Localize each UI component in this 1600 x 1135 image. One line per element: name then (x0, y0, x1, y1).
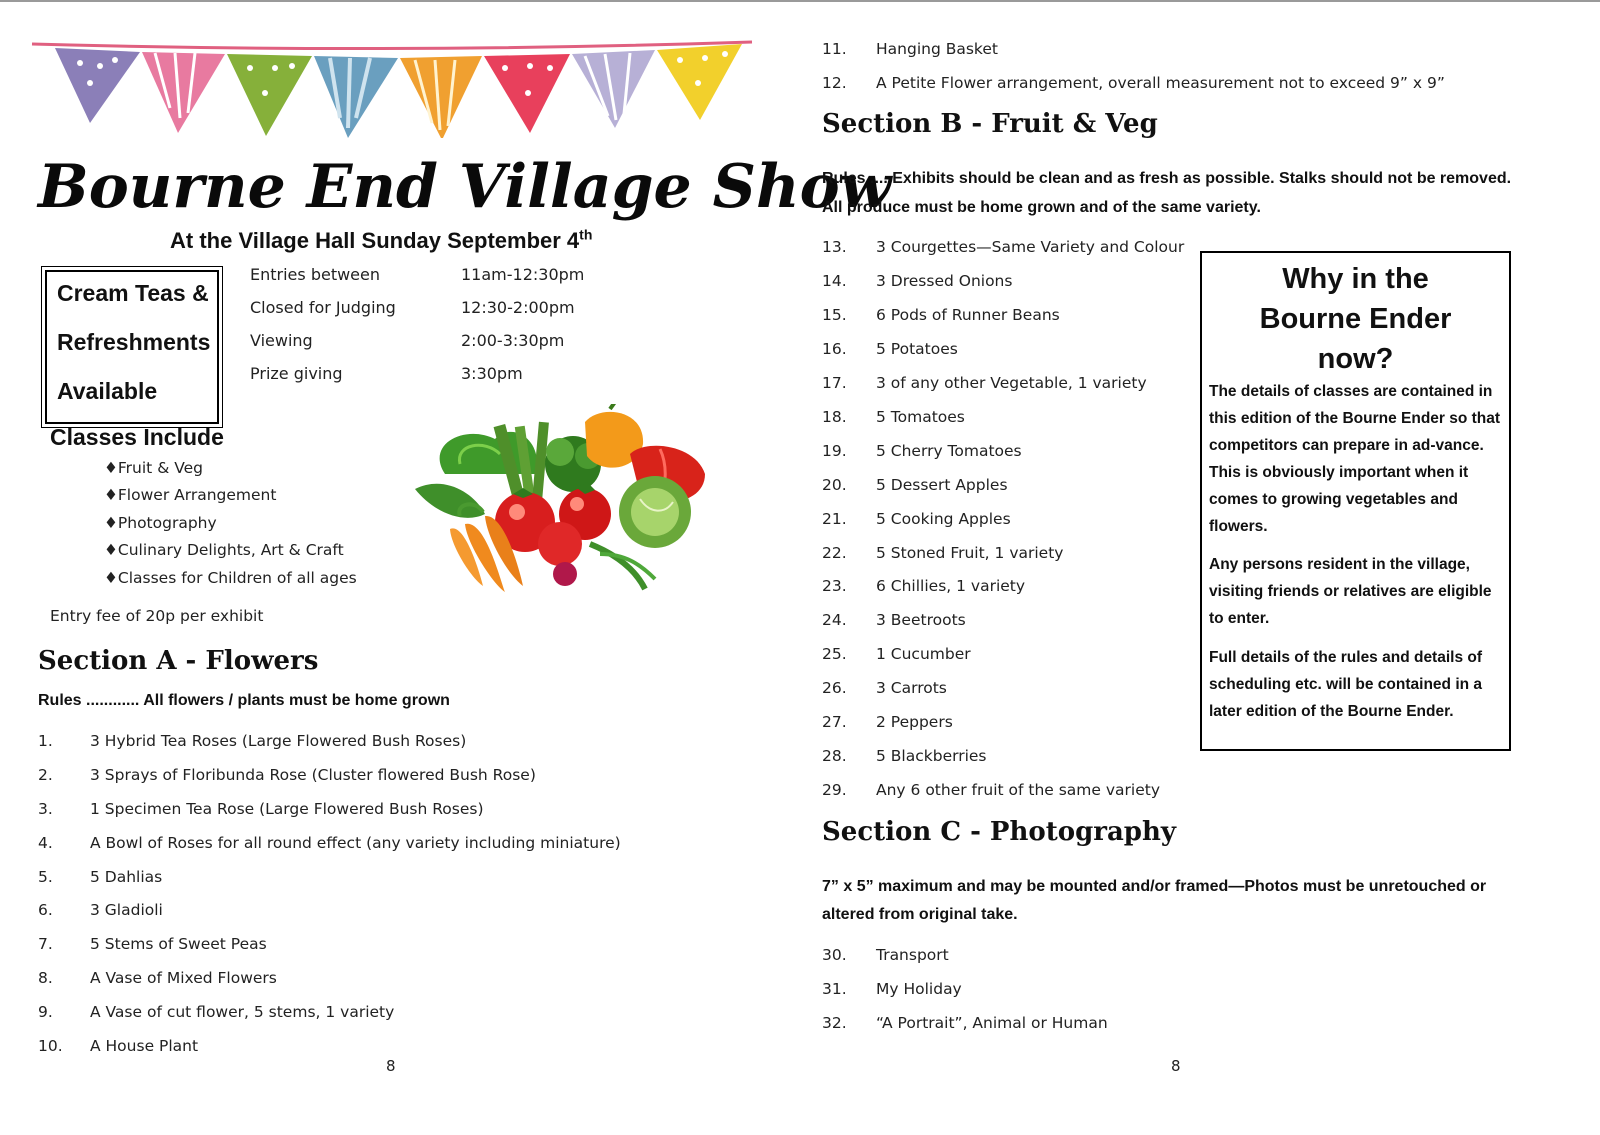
item-number: 27. (822, 713, 847, 731)
item-number: 8. (38, 969, 53, 987)
why-title-line: Why in the (1282, 263, 1429, 295)
section-a-rules: Rules ............ All flowers / plants must be home grown (38, 692, 450, 709)
classes-heading: Classes Include (50, 424, 224, 450)
schedule-time: 12:30-2:00pm (461, 298, 575, 317)
class-bullet: ♦Fruit & Veg (104, 459, 203, 477)
cream-box-line: Available (57, 378, 158, 404)
item-text: 1 Cucumber (876, 645, 971, 663)
bunting-flag (400, 56, 482, 138)
item-text: Hanging Basket (876, 40, 998, 58)
schedule-label: Viewing (250, 331, 313, 350)
item-text: My Holiday (876, 980, 962, 998)
item-number: 22. (822, 544, 847, 562)
item-number: 7. (38, 935, 53, 953)
item-text: “A Portrait”, Animal or Human (876, 1014, 1108, 1032)
item-text: 3 Beetroots (876, 611, 966, 629)
item-number: 6. (38, 901, 53, 919)
class-bullet: ♦Photography (104, 514, 217, 532)
item-text: 3 Dressed Onions (876, 272, 1013, 290)
bunting-flag (227, 54, 312, 136)
item-number: 14. (822, 272, 847, 290)
why-now-box (1200, 251, 1511, 751)
item-number: 2. (38, 766, 53, 784)
item-number: 23. (822, 577, 847, 595)
section-b-rules-line: Rules .... Exhibits should be clean and as fresh as possible. Stalks should not be removed. (822, 170, 1512, 187)
section-a-heading: Section A - Flowers (38, 646, 319, 676)
item-text: 3 Gladioli (90, 901, 163, 919)
why-title-line: now? (1317, 343, 1394, 375)
item-number: 25. (822, 645, 847, 663)
cream-box-line: Refreshments (57, 329, 211, 355)
item-text: 6 Chillies, 1 variety (876, 577, 1026, 595)
item-text: A Vase of Mixed Flowers (90, 969, 277, 987)
item-text: 5 Dessert Apples (876, 476, 1008, 494)
section-b-rules-line: All produce must be home grown and of the same variety. (822, 199, 1261, 216)
item-text: 5 Tomatoes (876, 408, 965, 426)
schedule-time: 2:00-3:30pm (461, 331, 565, 350)
item-number: 13. (822, 238, 847, 256)
page-number: 8 (386, 1057, 396, 1075)
show-title: Bourne End Village Show (38, 152, 892, 222)
item-text: 2 Peppers (876, 713, 953, 731)
item-number: 10. (38, 1037, 63, 1055)
item-number: 26. (822, 679, 847, 697)
item-number: 17. (822, 374, 847, 392)
class-bullet: ♦Classes for Children of all ages (104, 569, 357, 587)
item-number: 32. (822, 1014, 847, 1032)
item-number: 4. (38, 834, 53, 852)
item-text: 5 Stoned Fruit, 1 variety (876, 544, 1064, 562)
class-bullet: ♦Culinary Delights, Art & Craft (104, 541, 344, 559)
item-text: A Vase of cut flower, 5 stems, 1 variety (90, 1003, 395, 1021)
item-text: A House Plant (90, 1037, 199, 1055)
item-number: 11. (822, 40, 847, 58)
item-number: 31. (822, 980, 847, 998)
schedule-label: Closed for Judging (250, 298, 396, 317)
why-box-paragraph: The details of classes are contained in this edition of the Bourne Ender so that competitors can prepare in ad-vance. This is obviously important when it comes to growing vegetables and flowers. (1209, 383, 1501, 535)
schedule-time: 3:30pm (461, 364, 523, 383)
section-b-heading: Section B - Fruit & Veg (822, 109, 1158, 139)
bunting-flag (484, 54, 570, 133)
bunting-flag (657, 44, 742, 120)
item-number: 5. (38, 868, 53, 886)
bunting-flag (572, 50, 655, 128)
subtitle-text: At the Village Hall Sunday September 4 (170, 228, 580, 253)
why-box-paragraph: Any persons resident in the village, visiting friends or relatives are eligible to enter. (1209, 556, 1492, 627)
section-c-rules-line: altered from original take. (822, 906, 1018, 923)
item-number: 19. (822, 442, 847, 460)
item-text: A Petite Flower arrangement, overall measurement not to exceed 9” x 9” (876, 74, 1445, 92)
item-text: Any 6 other fruit of the same variety (876, 781, 1161, 799)
why-title-line: Bourne Ender (1259, 303, 1452, 335)
cream-teas-box (45, 270, 219, 424)
class-bullet: ♦Flower Arrangement (104, 486, 277, 504)
schedule-label: Prize giving (250, 364, 343, 383)
why-box-paragraph: Full details of the rules and details of scheduling etc. will be contained in a later edition of the Bourne Ender. (1209, 649, 1483, 720)
item-text: 5 Cooking Apples (876, 510, 1011, 528)
item-text: 5 Dahlias (90, 868, 163, 886)
item-text: 5 Cherry Tomatoes (876, 442, 1022, 460)
why-box-title (1202, 259, 1509, 379)
entry-fee: Entry fee of 20p per exhibit (50, 607, 264, 625)
item-number: 29. (822, 781, 847, 799)
item-text: 3 Hybrid Tea Roses (Large Flowered Bush Roses) (90, 732, 467, 750)
item-number: 30. (822, 946, 847, 964)
item-text: 3 Courgettes—Same Variety and Colour (876, 238, 1185, 256)
item-number: 24. (822, 611, 847, 629)
item-text: 3 of any other Vegetable, 1 variety (876, 374, 1147, 392)
vegetables-illustration (405, 404, 710, 594)
section-c-rules-line: 7” x 5” maximum and may be mounted and/or framed—Photos must be unretouched or (822, 878, 1487, 895)
bunting-decoration (30, 38, 755, 138)
item-text: 5 Blackberries (876, 747, 987, 765)
item-text: 6 Pods of Runner Beans (876, 306, 1060, 324)
item-number: 21. (822, 510, 847, 528)
show-subtitle (170, 228, 592, 254)
item-number: 9. (38, 1003, 53, 1021)
bunting-flag (142, 52, 225, 133)
schedule-label: Entries between (250, 265, 380, 284)
section-c-heading: Section C - Photography (822, 817, 1176, 847)
page-number: 8 (1171, 1057, 1181, 1075)
bunting-flag (314, 56, 398, 138)
item-text: Transport (876, 946, 949, 964)
schedule-time: 11am-12:30pm (461, 265, 585, 284)
item-number: 16. (822, 340, 847, 358)
item-text: 3 Carrots (876, 679, 947, 697)
item-number: 12. (822, 74, 847, 92)
subtitle-superscript: th (579, 226, 593, 243)
bunting-flag (55, 48, 140, 123)
item-number: 15. (822, 306, 847, 324)
item-number: 1. (38, 732, 53, 750)
item-number: 18. (822, 408, 847, 426)
item-number: 3. (38, 800, 53, 818)
item-text: 5 Stems of Sweet Peas (90, 935, 267, 953)
item-text: 1 Specimen Tea Rose (Large Flowered Bush Roses) (90, 800, 484, 818)
item-number: 28. (822, 747, 847, 765)
item-text: A Bowl of Roses for all round effect (any variety including miniature) (90, 834, 621, 852)
item-text: 3 Sprays of Floribunda Rose (Cluster flowered Bush Rose) (90, 766, 536, 784)
cream-box-line: Cream Teas & (57, 280, 209, 306)
item-number: 20. (822, 476, 847, 494)
item-text: 5 Potatoes (876, 340, 958, 358)
